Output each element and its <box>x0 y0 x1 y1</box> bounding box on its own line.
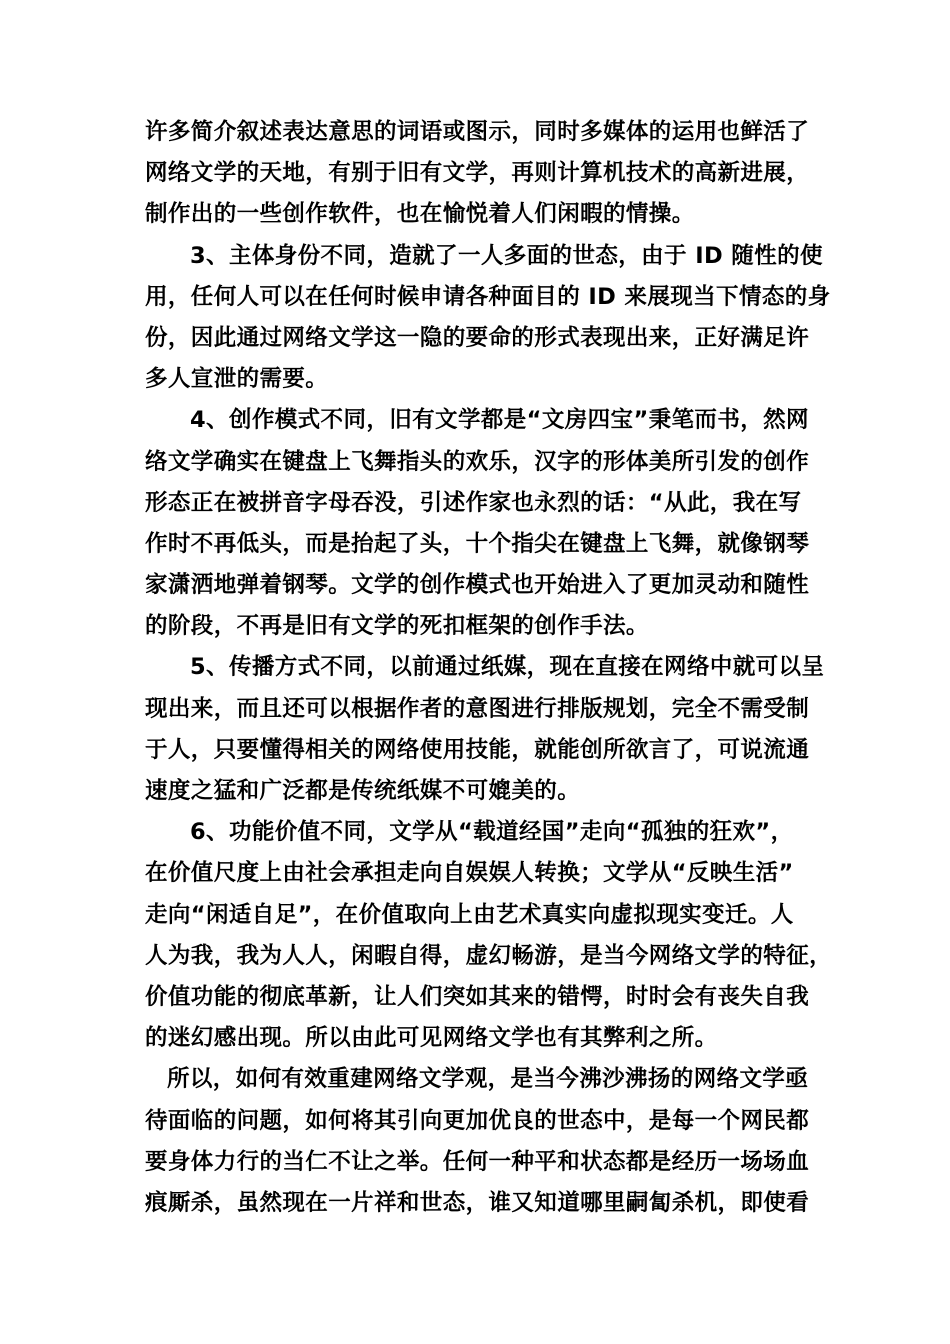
text-line: 制作出的一些创作软件，也在愉悦着人们闲暇的情操。 <box>145 201 695 228</box>
text-line: 网络文学的天地，有别于旧有文学，再则计算机技术的高新进展， <box>145 160 810 187</box>
paragraph-6-start: 6、功能价值不同，文学从“载道经国”走向“孤独的狂欢”， <box>190 819 794 846</box>
text-line: 多人宣泄的需要。 <box>145 366 329 393</box>
body-text <box>145 112 833 1224</box>
text-line: 作时不再低头，而是抬起了头，十个指尖在键盘上飞舞，就像钢琴 <box>145 530 810 557</box>
text-line: 走向“闲适自足”，在价值取向上由艺术真实向虚拟现实变迁。人 <box>145 901 794 928</box>
text-line: 份，因此通过网络文学这一隐的要命的形式表现出来，正好满足许 <box>145 324 810 351</box>
text-line: 速度之猛和广泛都是传统纸媒不可媲美的。 <box>145 778 581 804</box>
text-line: 在价值尺度上由社会承担走向自娱娱人转换；文学从“反映生活” <box>145 860 794 887</box>
paragraph-5-start: 5、传播方式不同，以前通过纸媒，现在直接在网络中就可以呈 <box>190 654 825 681</box>
text-line: 用，任何人可以在任何时候申请各种面目的 ID 来展现当下情态的身 <box>145 283 831 310</box>
text-line: 痕厮杀，虽然现在一片祥和世态，谁又知道哪里嗣匐杀机，即使看 <box>145 1189 810 1216</box>
text-line: 的迷幻感出现。所以由此可见网络文学也有其弊利之所。 <box>145 1025 718 1052</box>
conclusion-paragraph-start: 所以，如何有效重建网络文学观，是当今沸沙沸扬的网络文学亟 <box>167 1066 809 1093</box>
text-line: 价值功能的彻底革新，让人们突如其来的错愕，时时会有丧失自我 <box>145 983 810 1010</box>
text-line: 络文学确实在键盘上飞舞指头的欢乐，汉字的形体美所引发的创作 <box>145 448 810 475</box>
text-line: 要身体力行的当仁不让之举。任何一种平和状态都是经历一场场血 <box>145 1148 810 1175</box>
text-line: 家潇洒地弹着钢琴。文学的创作模式也开始进入了更加灵动和随性 <box>145 572 810 599</box>
paragraph-4-start: 4、创作模式不同，旧有文学都是“文房四宝”秉笔而书，然网 <box>190 407 809 434</box>
text-line: 的阶段，不再是旧有文学的死扣框架的创作手法。 <box>145 613 649 640</box>
text-line: 待面临的问题，如何将其引向更加优良的世态中，是每一个网民都 <box>145 1107 810 1134</box>
text-line: 人为我，我为人人，闲暇自得，虚幻畅游，是当今网络文学的特征， <box>145 942 833 969</box>
text-line: 现出来，而且还可以根据作者的意图进行排版规划，完全不需受制 <box>145 695 810 722</box>
text-line: 形态正在被拼音字母吞没，引述作家也永烈的话：“从此，我在写 <box>145 489 802 516</box>
text-line: 许多简介叙述表达意思的词语或图示，同时多媒体的运用也鲜活了 <box>145 119 810 145</box>
paragraph-3-start: 3、主体身份不同，造就了一人多面的世态，由于 ID 随性的使 <box>190 242 823 269</box>
text-line: 于人，只要懂得相关的网络使用技能，就能创所欲言了，可说流通 <box>145 736 810 763</box>
